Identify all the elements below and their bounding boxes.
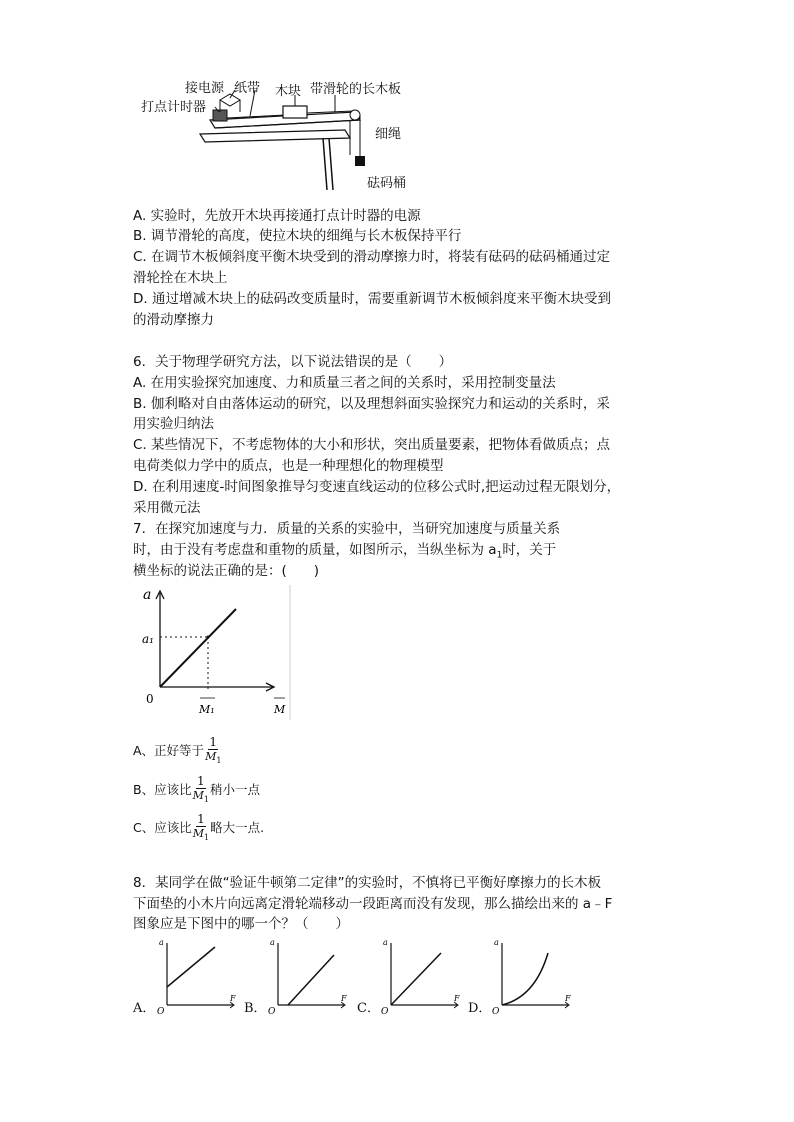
q8-graph-b: [266, 935, 351, 1015]
axis-x-label: F: [230, 994, 236, 1003]
fraction-denominator-sub: 1: [203, 795, 209, 805]
origin-label: O: [268, 1007, 276, 1015]
axis-x-label: F: [565, 994, 571, 1003]
q7-origin: 0: [146, 692, 154, 706]
q7-option-b-fraction: [193, 775, 209, 806]
q7-stem-line-2-text: 时，由于没有考虑盘和重物的质量，如图所示，当纵坐标为 a: [133, 542, 497, 558]
axis-y-label: a: [159, 938, 164, 947]
label-tape: 纸带: [234, 81, 261, 96]
fraction-denominator-sub: 1: [204, 833, 210, 843]
q6-option-b: B. 伽利略对自由落体运动的研究，以及理想斜面实验探究力和运动的关系时，采: [133, 396, 610, 412]
q5-option-a: A. 实验时，先放开木块再接通打点计时器的电源: [133, 208, 421, 224]
origin-label: O: [381, 1007, 389, 1015]
q7-y-label: a: [143, 587, 152, 603]
label-bucket: 砝码桶: [367, 176, 407, 191]
fraction-numerator: 1: [209, 735, 218, 749]
q6-option-c: C. 某些情况下，不考虑物体的大小和形状，突出质量要素，把物体看做质点；点: [133, 437, 611, 453]
q6-option-d: D. 在利用速度-时间图象推导匀变速直线运动的位移公式时,把运动过程无限划分，: [133, 479, 621, 495]
q6-option-a: A. 在用实验探究加速度、力和质量三者之间的关系时，采用控制变量法: [133, 375, 556, 391]
q5-option-d: D. 通过增减木块上的砝码改变质量时，需要重新调节木板倾斜度来平衡木块受到: [133, 291, 611, 307]
axis-y-label: a: [494, 938, 499, 947]
q7-option-a-prefix: A、正好等于: [133, 743, 205, 759]
q7-graph: [133, 585, 293, 720]
q7-y-mark: a₁: [142, 632, 154, 646]
q6-stem: 6．关于物理学研究方法，以下说法错误的是（ ）: [133, 354, 453, 370]
q5-option-d-cont: 的滑动摩擦力: [133, 312, 214, 328]
q7-option-b-suffix: 稍小一点: [209, 782, 260, 798]
q5-option-c-cont: 滑轮拴在木块上: [133, 270, 228, 286]
q8-choice-b-letter: B．: [244, 1001, 267, 1016]
q7-stem-line-3: 横坐标的说法正确的是：( ): [133, 563, 320, 579]
fraction-denominator: M: [192, 827, 204, 840]
axis-y-label: a: [383, 938, 388, 947]
q7-option-c-suffix: 略大一点.: [210, 820, 265, 836]
q7-option-b: [133, 775, 260, 806]
apparatus-drawing: [195, 90, 370, 195]
q6-option-b-cont: 用实验归纳法: [133, 416, 214, 432]
q8-stem-line-3: 图象应是下图中的哪一个？（ ）: [133, 916, 349, 932]
q8-stem-line-1: 8．某同学在做“验证牛顿第二定律”的实验时，不慎将已平衡好摩擦力的长木板: [133, 875, 602, 891]
axis-x-label: F: [341, 994, 347, 1003]
q7-option-b-prefix: B、应该比: [133, 782, 192, 798]
label-rope: 细绳: [375, 127, 402, 142]
fraction-denominator: M: [192, 789, 204, 802]
origin-label: O: [492, 1007, 500, 1015]
label-timer: 打点计时器: [141, 100, 207, 115]
q8-choice-c-letter: C．: [357, 1001, 380, 1016]
fraction-numerator: 1: [196, 774, 205, 788]
q5-option-c: C. 在调节木板倾斜度平衡木块受到的滑动摩擦力时，将装有砝码的砝码桶通过定: [133, 249, 611, 265]
axis-y-label: a: [270, 938, 275, 947]
q7-option-c-prefix: C、应该比: [133, 820, 192, 836]
q7-x-axis-label: M: [274, 703, 286, 716]
q7-stem-sub: 1: [496, 550, 503, 561]
q8-stem-line-2: 下面垫的小木片向远离定滑轮端移动一段距离而没有发现，那么描绘出来的 a﹣F: [133, 896, 613, 912]
q7-stem-after: 时，关于: [502, 542, 557, 558]
q7-option-c: [133, 813, 264, 844]
q8-graph-a: [155, 935, 240, 1015]
label-block: 木块: [275, 84, 302, 99]
fraction-numerator: 1: [197, 812, 205, 826]
q7-option-a: [133, 736, 222, 767]
q7-x-mark: M₁: [199, 703, 215, 716]
q8-choice-d-letter: D．: [468, 1001, 492, 1016]
q7-graph-line: [160, 609, 236, 687]
q8-graph-c: [379, 935, 464, 1015]
q8-choice-a-letter: A．: [133, 1001, 156, 1016]
q6-option-d-cont: 采用微元法: [133, 500, 201, 516]
fraction-denominator: M: [205, 750, 217, 763]
label-power: 接电源: [185, 81, 225, 96]
q7-option-a-fraction: [205, 736, 221, 767]
q5-option-b: B. 调节滑轮的高度，使拉木块的细绳与长木板保持平行: [133, 228, 462, 244]
label-board: 带滑轮的长木板: [310, 82, 402, 97]
axis-x-label: F: [454, 994, 460, 1003]
q6-option-c-cont: 电荷类似力学中的质点，也是一种理想化的物理模型: [133, 458, 444, 474]
q7-option-c-fraction: [193, 813, 209, 844]
origin-label: O: [157, 1007, 165, 1015]
q8-graph-d: [490, 935, 575, 1015]
fraction-denominator-sub: 1: [216, 756, 222, 766]
q7-stem-line-1: 7．在探究加速度与力．质量的关系的实验中，当研究加速度与质量关系: [133, 521, 561, 537]
